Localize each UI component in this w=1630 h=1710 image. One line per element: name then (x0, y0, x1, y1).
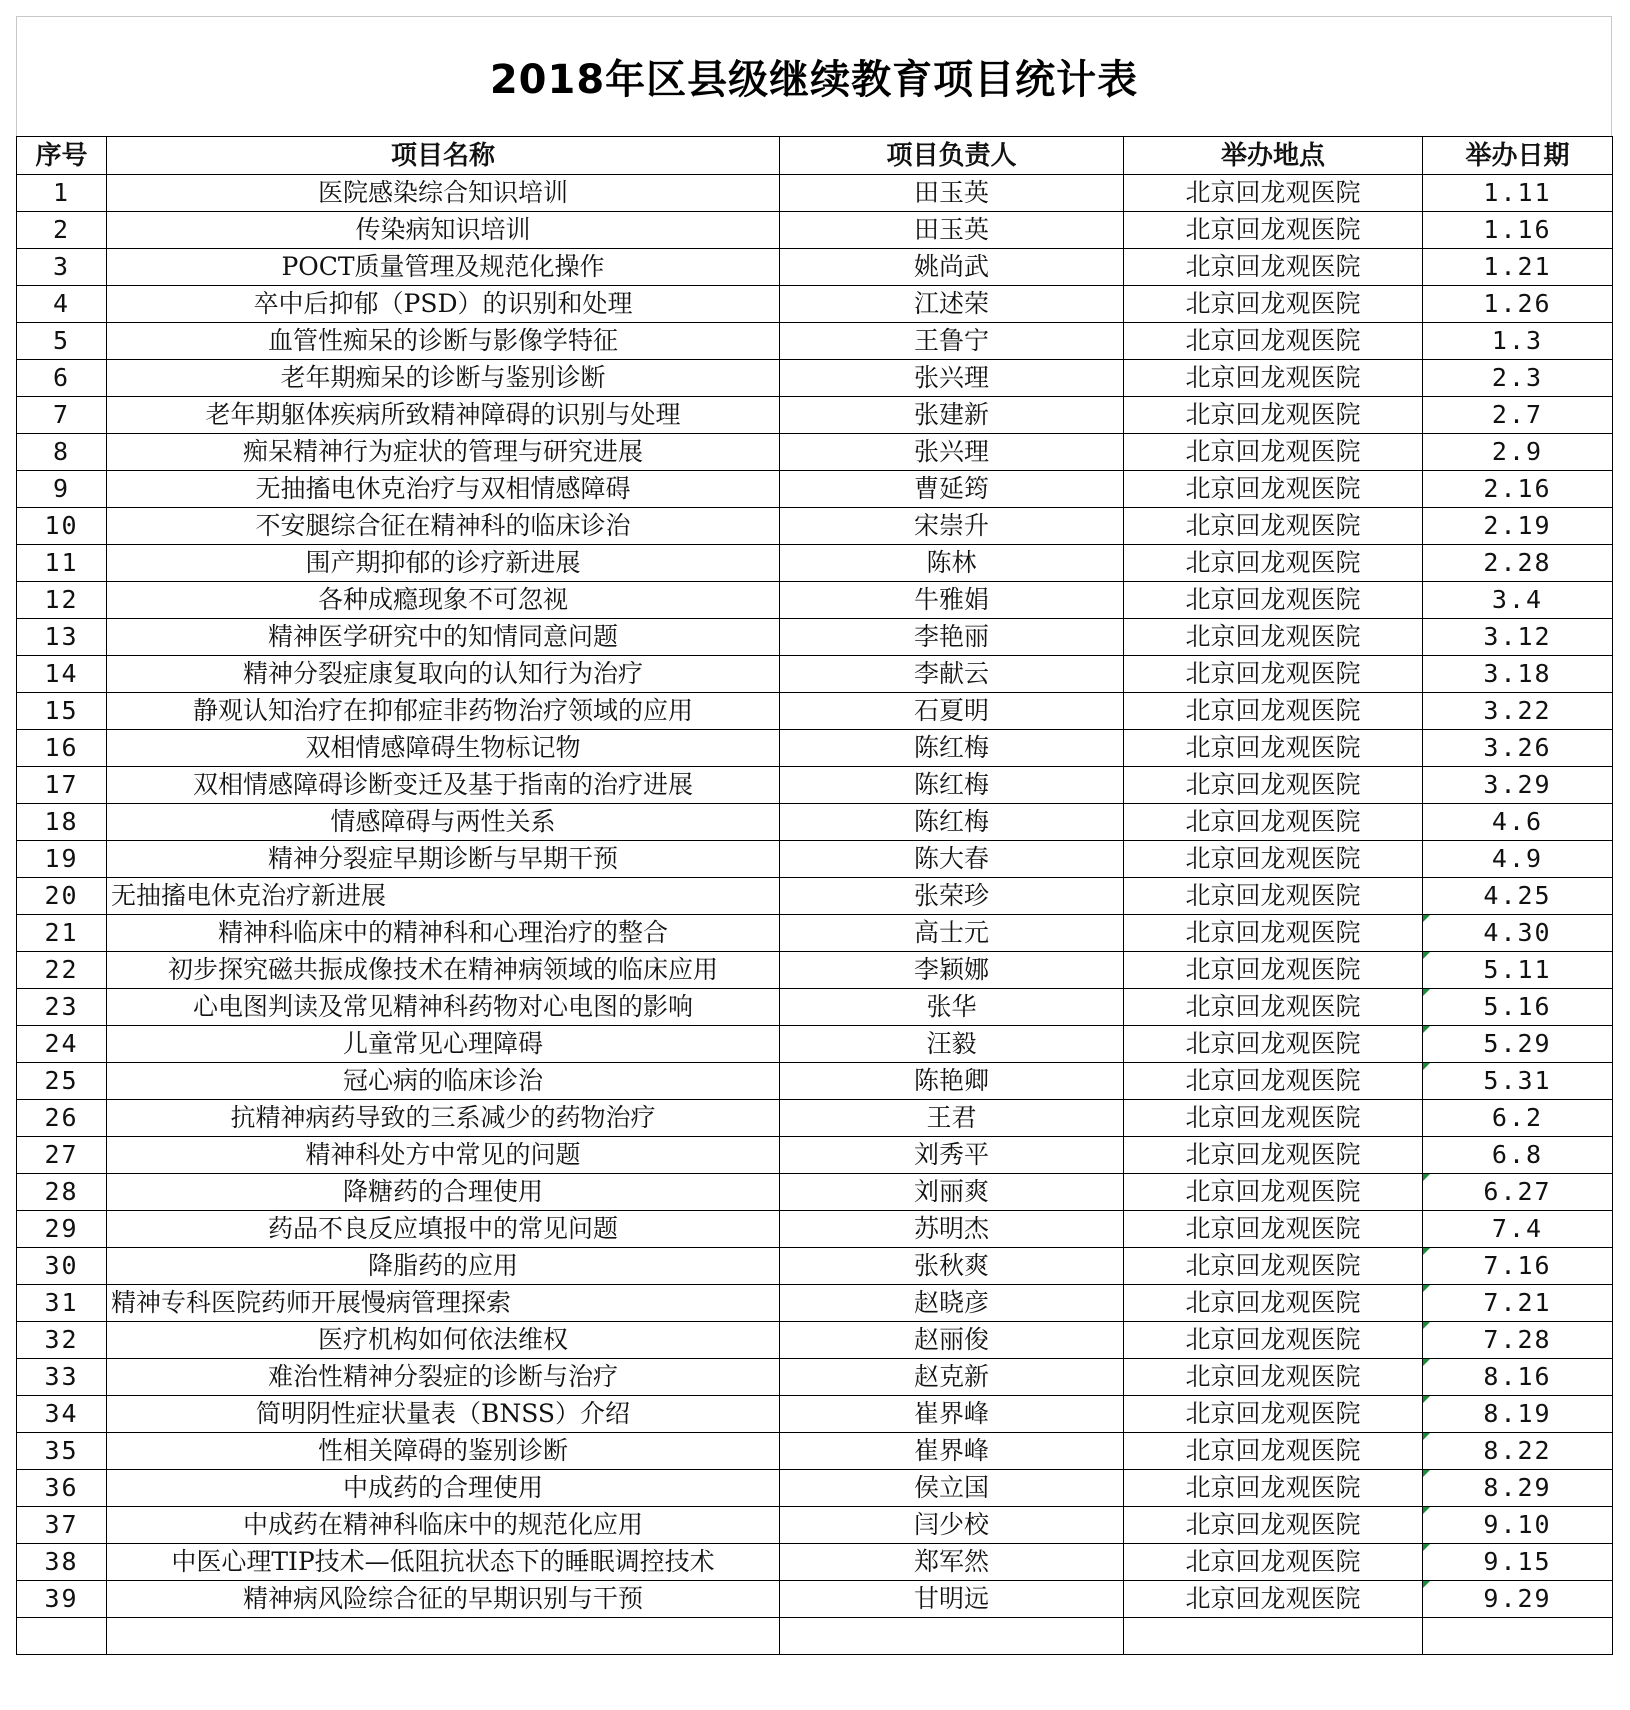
table-row (17, 619, 1613, 656)
cell-project-name[interactable]: 初步探究磁共振成像技术在精神病领域的临床应用 (107, 952, 780, 989)
cell-project-name[interactable]: 性相关障碍的鉴别诊断 (107, 1433, 780, 1470)
cell-venue[interactable]: 北京回龙观医院 (1124, 1507, 1423, 1544)
cell-venue[interactable]: 北京回龙观医院 (1124, 360, 1423, 397)
cell-number[interactable]: 33 (17, 1359, 107, 1396)
cell-project-name[interactable]: 心电图判读及常见精神科药物对心电图的影响 (107, 989, 780, 1026)
cell-date[interactable]: 3.29 (1423, 767, 1613, 804)
cell-project-name[interactable]: 各种成瘾现象不可忽视 (107, 582, 780, 619)
table-row (17, 1433, 1613, 1470)
cell-project-name[interactable]: 降脂药的应用 (107, 1248, 780, 1285)
cell-project-lead[interactable]: 田玉英 (780, 175, 1124, 212)
cell-date[interactable]: 1.16 (1423, 212, 1613, 249)
cell-project-name[interactable]: POCT质量管理及规范化操作 (107, 249, 780, 286)
cell-venue[interactable]: 北京回龙观医院 (1124, 730, 1423, 767)
cell-number[interactable]: 6 (17, 360, 107, 397)
cell-number[interactable]: 29 (17, 1211, 107, 1248)
cell-project-name[interactable]: 痴呆精神行为症状的管理与研究进展 (107, 434, 780, 471)
cell-project-name[interactable]: 中医心理TIP技术—低阻抗状态下的睡眠调控技术 (107, 1544, 780, 1581)
cell-project-lead[interactable]: 李艳丽 (780, 619, 1124, 656)
cell-error-indicator-icon (1423, 989, 1430, 996)
table-row (17, 1026, 1613, 1063)
cell-number[interactable]: 22 (17, 952, 107, 989)
cell-number[interactable]: 3 (17, 249, 107, 286)
table-row (17, 730, 1613, 767)
table-row (17, 1137, 1613, 1174)
table-row (17, 545, 1613, 582)
table-row (17, 952, 1613, 989)
cell-project-name[interactable]: 围产期抑郁的诊疗新进展 (107, 545, 780, 582)
cell-number[interactable]: 16 (17, 730, 107, 767)
cell-date[interactable]: 5.29 (1423, 1026, 1613, 1063)
cell-project-lead[interactable]: 张兴理 (780, 434, 1124, 471)
header-cell-lead[interactable]: 项目负责人 (780, 137, 1124, 175)
cell-venue[interactable]: 北京回龙观医院 (1124, 878, 1423, 915)
cell-venue[interactable]: 北京回龙观医院 (1124, 1285, 1423, 1322)
cell-error-indicator-icon (1423, 915, 1430, 922)
cell-date[interactable]: 4.9 (1423, 841, 1613, 878)
table-row (17, 1359, 1613, 1396)
spreadsheet (16, 16, 1612, 1696)
table-row (17, 915, 1613, 952)
cell-date[interactable]: 8.19 (1423, 1396, 1613, 1433)
cell-number[interactable]: 12 (17, 582, 107, 619)
cell-project-lead[interactable]: 侯立国 (780, 1470, 1124, 1507)
cell-number[interactable]: 8 (17, 434, 107, 471)
cell-venue[interactable]: 北京回龙观医院 (1124, 175, 1423, 212)
table-row (17, 1544, 1613, 1581)
table-row (17, 286, 1613, 323)
cell-venue[interactable]: 北京回龙观医院 (1124, 1063, 1423, 1100)
cell-date[interactable]: 7.4 (1423, 1211, 1613, 1248)
cell-project-name[interactable]: 双相情感障碍诊断变迁及基于指南的治疗进展 (107, 767, 780, 804)
cell-project-name[interactable]: 不安腿综合征在精神科的临床诊治 (107, 508, 780, 545)
cell-error-indicator-icon (1423, 1433, 1430, 1440)
cell-date[interactable]: 2.16 (1423, 471, 1613, 508)
table-row (17, 1396, 1613, 1433)
cell-project-lead[interactable]: 姚尚武 (780, 249, 1124, 286)
cell-project-name[interactable] (107, 1618, 780, 1655)
cell-project-lead[interactable]: 王君 (780, 1100, 1124, 1137)
cell-date[interactable]: 7.16 (1423, 1248, 1613, 1285)
cell-venue[interactable]: 北京回龙观医院 (1124, 915, 1423, 952)
cell-project-lead[interactable]: 陈红梅 (780, 730, 1124, 767)
cell-error-indicator-icon (1423, 1322, 1430, 1329)
cell-number[interactable]: 1 (17, 175, 107, 212)
table-row (17, 1581, 1613, 1618)
cell-project-lead[interactable]: 刘丽爽 (780, 1174, 1124, 1211)
table-row (17, 767, 1613, 804)
cell-date[interactable] (1423, 1618, 1613, 1655)
cell-date[interactable]: 4.25 (1423, 878, 1613, 915)
cell-project-lead[interactable]: 苏明杰 (780, 1211, 1124, 1248)
cell-venue[interactable]: 北京回龙观医院 (1124, 1248, 1423, 1285)
cell-venue[interactable]: 北京回龙观医院 (1124, 619, 1423, 656)
cell-project-lead[interactable]: 陈红梅 (780, 804, 1124, 841)
cell-number[interactable]: 30 (17, 1248, 107, 1285)
cell-error-indicator-icon (1423, 1063, 1430, 1070)
cell-project-lead[interactable]: 张秋爽 (780, 1248, 1124, 1285)
cell-project-lead[interactable]: 李献云 (780, 656, 1124, 693)
cell-venue[interactable]: 北京回龙观医院 (1124, 286, 1423, 323)
table-row (17, 878, 1613, 915)
table-row (17, 1174, 1613, 1211)
cell-project-name[interactable]: 精神专科医院药师开展慢病管理探索 (107, 1285, 780, 1322)
cell-project-name[interactable]: 老年期痴呆的诊断与鉴别诊断 (107, 360, 780, 397)
table-row (17, 841, 1613, 878)
cell-project-lead[interactable]: 陈艳卿 (780, 1063, 1124, 1100)
cell-project-lead[interactable]: 牛雅娟 (780, 582, 1124, 619)
cell-venue[interactable]: 北京回龙观医院 (1124, 1100, 1423, 1137)
table-row (17, 1618, 1613, 1655)
cell-date[interactable]: 8.29 (1423, 1470, 1613, 1507)
cell-venue[interactable]: 北京回龙观医院 (1124, 656, 1423, 693)
cell-number[interactable]: 25 (17, 1063, 107, 1100)
cell-number[interactable] (17, 1618, 107, 1655)
cell-number[interactable]: 23 (17, 989, 107, 1026)
cell-project-lead[interactable]: 陈红梅 (780, 767, 1124, 804)
cell-venue[interactable]: 北京回龙观医院 (1124, 1211, 1423, 1248)
cell-number[interactable]: 17 (17, 767, 107, 804)
cell-venue[interactable]: 北京回龙观医院 (1124, 249, 1423, 286)
cell-date[interactable]: 3.18 (1423, 656, 1613, 693)
cell-venue[interactable]: 北京回龙观医院 (1124, 1581, 1423, 1618)
cell-date[interactable]: 6.27 (1423, 1174, 1613, 1211)
cell-project-name[interactable]: 精神病风险综合征的早期识别与干预 (107, 1581, 780, 1618)
cell-project-lead[interactable]: 甘明远 (780, 1581, 1124, 1618)
header-row (17, 137, 1613, 175)
cell-number[interactable]: 20 (17, 878, 107, 915)
table-row (17, 989, 1613, 1026)
table-row (17, 656, 1613, 693)
cell-date[interactable]: 9.10 (1423, 1507, 1613, 1544)
cell-number[interactable]: 19 (17, 841, 107, 878)
cell-project-name[interactable]: 情感障碍与两性关系 (107, 804, 780, 841)
cell-date[interactable]: 4.30 (1423, 915, 1613, 952)
cell-venue[interactable]: 北京回龙观医院 (1124, 1026, 1423, 1063)
cell-project-name[interactable]: 卒中后抑郁（PSD）的识别和处理 (107, 286, 780, 323)
cell-number[interactable]: 39 (17, 1581, 107, 1618)
cell-project-lead[interactable]: 陈林 (780, 545, 1124, 582)
cell-project-name[interactable]: 无抽搐电休克治疗新进展 (107, 878, 780, 915)
cell-date[interactable]: 8.22 (1423, 1433, 1613, 1470)
cell-date[interactable]: 5.16 (1423, 989, 1613, 1026)
cell-error-indicator-icon (1423, 1026, 1430, 1033)
cell-date[interactable]: 2.19 (1423, 508, 1613, 545)
table-row (17, 1507, 1613, 1544)
table-row (17, 360, 1613, 397)
cell-project-lead[interactable]: 郑军然 (780, 1544, 1124, 1581)
cell-error-indicator-icon (1423, 1396, 1430, 1403)
table-row (17, 508, 1613, 545)
header-cell-date[interactable]: 举办日期 (1423, 137, 1613, 175)
cell-number[interactable]: 5 (17, 323, 107, 360)
cell-number[interactable]: 4 (17, 286, 107, 323)
cell-project-name[interactable]: 抗精神病药导致的三系减少的药物治疗 (107, 1100, 780, 1137)
cell-number[interactable]: 7 (17, 397, 107, 434)
cell-venue[interactable]: 北京回龙观医院 (1124, 508, 1423, 545)
table-row (17, 175, 1613, 212)
cell-venue[interactable]: 北京回龙观医院 (1124, 804, 1423, 841)
cell-venue[interactable]: 北京回龙观医院 (1124, 1137, 1423, 1174)
cell-project-name[interactable]: 老年期躯体疾病所致精神障碍的识别与处理 (107, 397, 780, 434)
cell-venue[interactable]: 北京回龙观医院 (1124, 323, 1423, 360)
cell-number[interactable]: 26 (17, 1100, 107, 1137)
cell-project-name[interactable]: 药品不良反应填报中的常见问题 (107, 1211, 780, 1248)
cell-venue[interactable]: 北京回龙观医院 (1124, 989, 1423, 1026)
cell-project-lead[interactable]: 石夏明 (780, 693, 1124, 730)
cell-number[interactable]: 21 (17, 915, 107, 952)
cell-date[interactable]: 1.26 (1423, 286, 1613, 323)
cell-date[interactable]: 3.26 (1423, 730, 1613, 767)
cell-project-lead[interactable]: 宋崇升 (780, 508, 1124, 545)
table-row (17, 804, 1613, 841)
cell-project-lead[interactable]: 崔界峰 (780, 1433, 1124, 1470)
cell-date[interactable]: 2.3 (1423, 360, 1613, 397)
cell-project-name[interactable]: 简明阴性症状量表（BNSS）介绍 (107, 1396, 780, 1433)
sheet-title: 2018年区县级继续教育项目统计表 (489, 57, 1139, 103)
cell-project-lead[interactable]: 闫少校 (780, 1507, 1124, 1544)
table-row (17, 1211, 1613, 1248)
cell-venue[interactable]: 北京回龙观医院 (1124, 767, 1423, 804)
cell-date[interactable]: 8.16 (1423, 1359, 1613, 1396)
cell-project-lead[interactable]: 李颖娜 (780, 952, 1124, 989)
cell-project-name[interactable]: 精神科临床中的精神科和心理治疗的整合 (107, 915, 780, 952)
cell-venue[interactable]: 北京回龙观医院 (1124, 1544, 1423, 1581)
cell-number[interactable]: 11 (17, 545, 107, 582)
cell-project-lead[interactable]: 张兴理 (780, 360, 1124, 397)
cell-venue[interactable]: 北京回龙观医院 (1124, 212, 1423, 249)
cell-project-lead[interactable]: 张建新 (780, 397, 1124, 434)
cell-project-lead[interactable]: 张荣珍 (780, 878, 1124, 915)
cell-number[interactable]: 38 (17, 1544, 107, 1581)
cell-project-lead[interactable]: 赵丽俊 (780, 1322, 1124, 1359)
cell-project-name[interactable]: 医院感染综合知识培训 (107, 175, 780, 212)
table-row (17, 323, 1613, 360)
cell-date[interactable]: 2.9 (1423, 434, 1613, 471)
cell-number[interactable]: 2 (17, 212, 107, 249)
cell-number[interactable]: 18 (17, 804, 107, 841)
cell-venue[interactable]: 北京回龙观医院 (1124, 952, 1423, 989)
project-table (16, 136, 1613, 1655)
cell-project-lead[interactable]: 张华 (780, 989, 1124, 1026)
cell-date[interactable]: 6.2 (1423, 1100, 1613, 1137)
header-cell-place[interactable]: 举办地点 (1124, 137, 1423, 175)
cell-project-name[interactable]: 中成药在精神科临床中的规范化应用 (107, 1507, 780, 1544)
cell-venue[interactable]: 北京回龙观医院 (1124, 841, 1423, 878)
cell-project-lead[interactable]: 汪毅 (780, 1026, 1124, 1063)
cell-project-name[interactable]: 传染病知识培训 (107, 212, 780, 249)
cell-error-indicator-icon (1423, 952, 1430, 959)
cell-number[interactable]: 14 (17, 656, 107, 693)
cell-project-name[interactable]: 中成药的合理使用 (107, 1470, 780, 1507)
title-cell[interactable] (16, 16, 1612, 136)
cell-venue[interactable]: 北京回龙观医院 (1124, 397, 1423, 434)
cell-error-indicator-icon (1423, 1174, 1430, 1181)
cell-project-lead[interactable]: 江述荣 (780, 286, 1124, 323)
table-row (17, 693, 1613, 730)
cell-project-name[interactable]: 静观认知治疗在抑郁症非药物治疗领域的应用 (107, 693, 780, 730)
table-row (17, 397, 1613, 434)
cell-venue[interactable]: 北京回龙观医院 (1124, 1433, 1423, 1470)
cell-venue[interactable]: 北京回龙观医院 (1124, 693, 1423, 730)
cell-project-name[interactable]: 儿童常见心理障碍 (107, 1026, 780, 1063)
table-row (17, 1285, 1613, 1322)
cell-number[interactable]: 35 (17, 1433, 107, 1470)
cell-date[interactable]: 5.11 (1423, 952, 1613, 989)
table-row (17, 1322, 1613, 1359)
cell-venue[interactable]: 北京回龙观医院 (1124, 1174, 1423, 1211)
cell-date[interactable]: 7.28 (1423, 1322, 1613, 1359)
cell-project-name[interactable]: 难治性精神分裂症的诊断与治疗 (107, 1359, 780, 1396)
cell-project-name[interactable]: 精神分裂症康复取向的认知行为治疗 (107, 656, 780, 693)
table-row (17, 582, 1613, 619)
table-row (17, 434, 1613, 471)
cell-date[interactable]: 1.3 (1423, 323, 1613, 360)
cell-date[interactable]: 9.29 (1423, 1581, 1613, 1618)
cell-date[interactable]: 6.8 (1423, 1137, 1613, 1174)
cell-date[interactable]: 1.11 (1423, 175, 1613, 212)
cell-error-indicator-icon (1423, 1248, 1430, 1255)
cell-project-name[interactable]: 血管性痴呆的诊断与影像学特征 (107, 323, 780, 360)
cell-number[interactable]: 34 (17, 1396, 107, 1433)
cell-error-indicator-icon (1423, 1470, 1430, 1477)
table-row (17, 1063, 1613, 1100)
cell-project-name[interactable]: 医疗机构如何依法维权 (107, 1322, 780, 1359)
cell-date[interactable]: 3.22 (1423, 693, 1613, 730)
cell-venue[interactable]: 北京回龙观医院 (1124, 1396, 1423, 1433)
cell-project-name[interactable]: 无抽搐电休克治疗与双相情感障碍 (107, 471, 780, 508)
cell-venue[interactable]: 北京回龙观医院 (1124, 1359, 1423, 1396)
cell-project-lead[interactable]: 赵晓彦 (780, 1285, 1124, 1322)
cell-project-name[interactable]: 精神分裂症早期诊断与早期干预 (107, 841, 780, 878)
cell-venue[interactable]: 北京回龙观医院 (1124, 1470, 1423, 1507)
cell-number[interactable]: 37 (17, 1507, 107, 1544)
cell-project-lead[interactable]: 崔界峰 (780, 1396, 1124, 1433)
cell-date[interactable]: 7.21 (1423, 1285, 1613, 1322)
cell-number[interactable]: 28 (17, 1174, 107, 1211)
table-row (17, 1248, 1613, 1285)
cell-venue[interactable]: 北京回龙观医院 (1124, 545, 1423, 582)
cell-number[interactable]: 15 (17, 693, 107, 730)
cell-project-lead[interactable]: 曹延筠 (780, 471, 1124, 508)
cell-number[interactable]: 10 (17, 508, 107, 545)
cell-project-lead[interactable]: 王鲁宁 (780, 323, 1124, 360)
cell-project-name[interactable]: 精神医学研究中的知情同意问题 (107, 619, 780, 656)
cell-number[interactable]: 9 (17, 471, 107, 508)
cell-date[interactable]: 2.7 (1423, 397, 1613, 434)
cell-project-name[interactable]: 双相情感障碍生物标记物 (107, 730, 780, 767)
table-row (17, 212, 1613, 249)
cell-date[interactable]: 9.15 (1423, 1544, 1613, 1581)
cell-venue[interactable] (1124, 1618, 1423, 1655)
cell-error-indicator-icon (1423, 1507, 1430, 1514)
cell-project-name[interactable]: 降糖药的合理使用 (107, 1174, 780, 1211)
cell-number[interactable]: 32 (17, 1322, 107, 1359)
cell-error-indicator-icon (1423, 1581, 1430, 1588)
cell-venue[interactable]: 北京回龙观医院 (1124, 1322, 1423, 1359)
cell-number[interactable]: 27 (17, 1137, 107, 1174)
cell-date[interactable]: 5.31 (1423, 1063, 1613, 1100)
cell-date[interactable]: 1.21 (1423, 249, 1613, 286)
cell-project-name[interactable]: 冠心病的临床诊治 (107, 1063, 780, 1100)
cell-venue[interactable]: 北京回龙观医院 (1124, 582, 1423, 619)
cell-venue[interactable]: 北京回龙观医院 (1124, 434, 1423, 471)
cell-project-name[interactable]: 精神科处方中常见的问题 (107, 1137, 780, 1174)
cell-project-lead[interactable]: 高士元 (780, 915, 1124, 952)
cell-number[interactable]: 13 (17, 619, 107, 656)
cell-project-lead[interactable] (780, 1618, 1124, 1655)
cell-project-lead[interactable]: 赵克新 (780, 1359, 1124, 1396)
cell-project-lead[interactable]: 陈大春 (780, 841, 1124, 878)
cell-venue[interactable]: 北京回龙观医院 (1124, 471, 1423, 508)
table-row (17, 249, 1613, 286)
cell-number[interactable]: 31 (17, 1285, 107, 1322)
cell-number[interactable]: 24 (17, 1026, 107, 1063)
cell-date[interactable]: 2.28 (1423, 545, 1613, 582)
cell-error-indicator-icon (1423, 1359, 1430, 1366)
cell-project-lead[interactable]: 刘秀平 (780, 1137, 1124, 1174)
cell-date[interactable]: 3.12 (1423, 619, 1613, 656)
header-cell-name[interactable]: 项目名称 (107, 137, 780, 175)
header-cell-no[interactable]: 序号 (17, 137, 107, 175)
cell-error-indicator-icon (1423, 1544, 1430, 1551)
table-row (17, 1470, 1613, 1507)
cell-project-lead[interactable]: 田玉英 (780, 212, 1124, 249)
cell-date[interactable]: 4.6 (1423, 804, 1613, 841)
table-row (17, 471, 1613, 508)
cell-date[interactable]: 3.4 (1423, 582, 1613, 619)
cell-error-indicator-icon (1423, 1285, 1430, 1292)
cell-number[interactable]: 36 (17, 1470, 107, 1507)
table-row (17, 1100, 1613, 1137)
